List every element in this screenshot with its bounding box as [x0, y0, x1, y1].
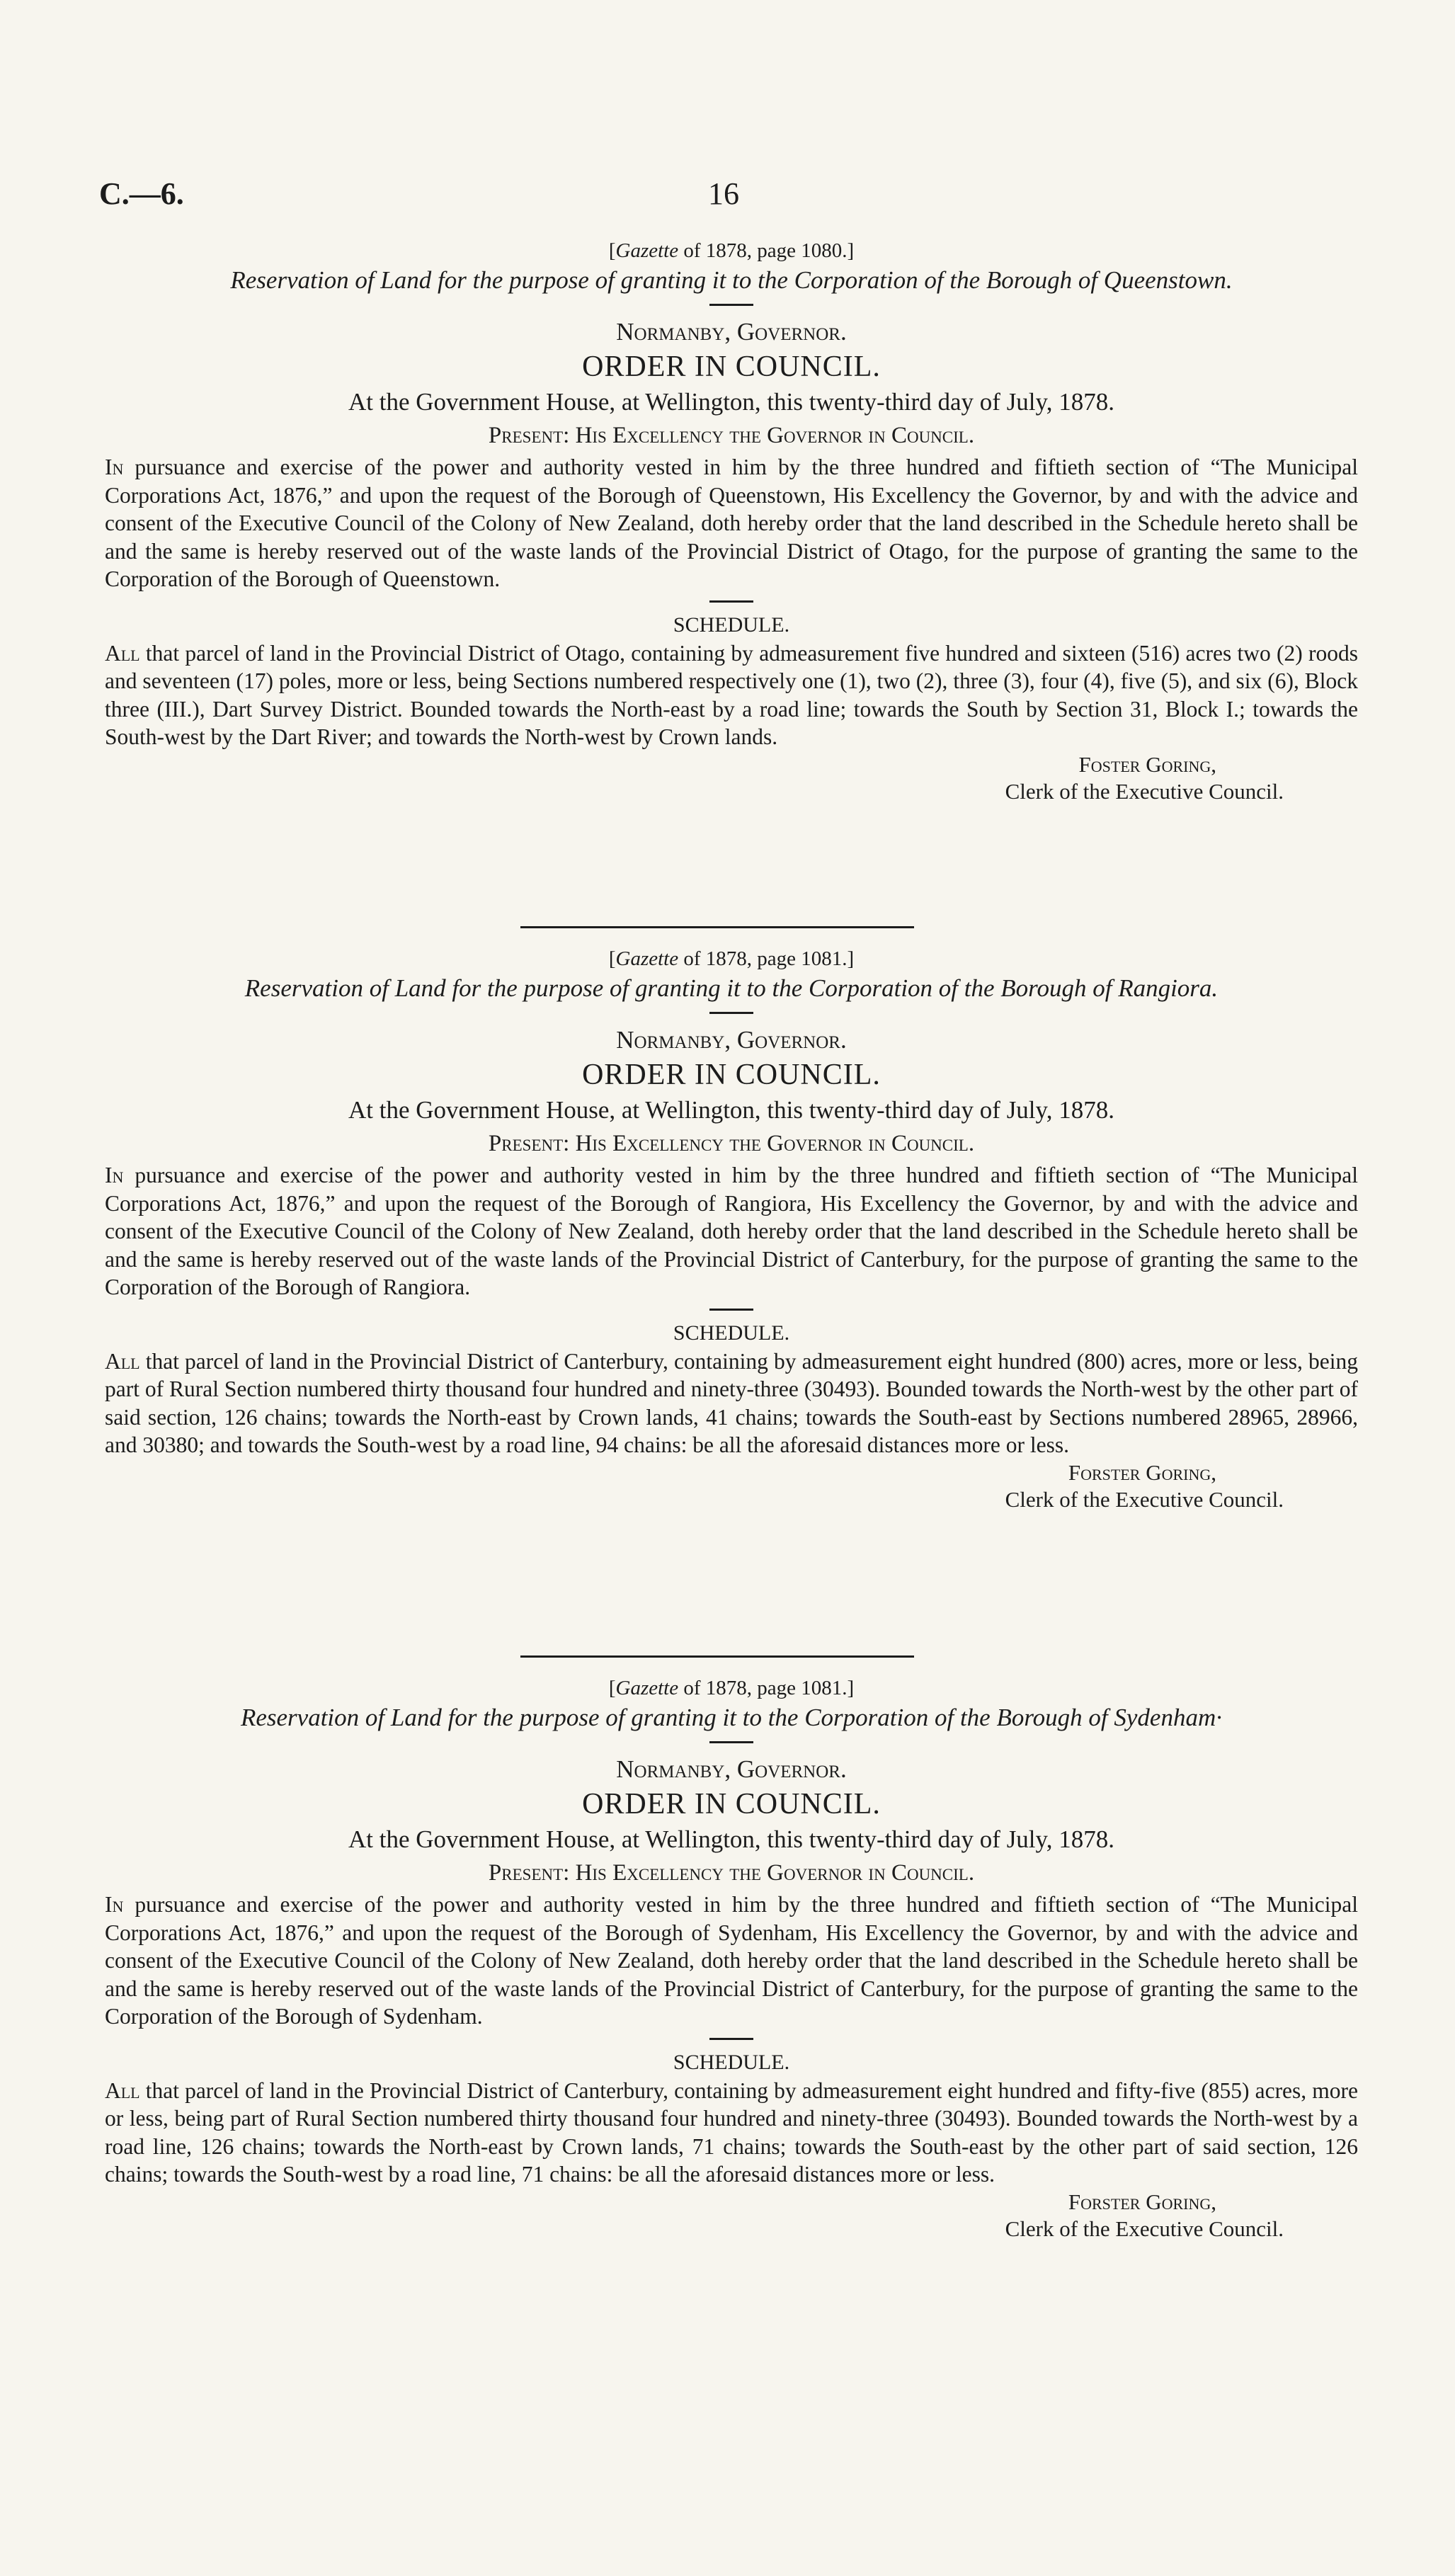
signatory-name: Forster Goring,	[1068, 2189, 1216, 2214]
gazette-reference: [Gazette of 1878, page 1080.]	[608, 239, 855, 262]
gazette-reference: [Gazette of 1878, page 1081.]	[608, 947, 855, 970]
section-divider	[520, 1655, 914, 1658]
governor-line: Normanby, Governor.	[616, 1755, 847, 1783]
order-heading: ORDER IN COUNCIL.	[582, 351, 881, 383]
short-rule	[709, 2038, 753, 2040]
present-line: Present: His Excellency the Governor in Council.	[488, 1131, 975, 1156]
signatory-title: Clerk of the Executive Council.	[1005, 2216, 1284, 2241]
place-date-line: At the Government House, at Wellington, this twenty-third day of July, 1878.	[348, 1825, 1115, 1853]
reservation-title: Reservation of Land for the purpose of granting it to the Corporation of the Borough of Sydenham·	[240, 1704, 1222, 1731]
short-rule	[709, 1309, 753, 1311]
schedule-heading: SCHEDULE.	[673, 1321, 790, 1345]
order-body: In pursuance and exercise of the power and authority vested in him by the three hundred and fiftieth section of “The Municipal Corporations Act, 1876,” and upon the request of the Borough of Rangiora, His Excellency the Governor, by and with the advice and consent of the Executive Council of the Colony of New Zealand, doth hereby order that the land described in the Schedule hereto shall be and the same is hereby reserved out of the waste lands of the Provincial District of Canterbury, for the purpose of granting the same to the Corporation of the Borough of Rangiora.	[105, 1163, 1358, 1299]
schedule-body: All that parcel of land in the Provincial District of Canterbury, containing by admeasurement eight hundred (800) acres, more or less, being part of Rural Section numbered thirty thousand four hundred and ninety-three (30493). Bounded towards the North-west by the other part of said section, 126 chains; towards the North-east by Crown lands, 41 chains; towards the South-east by Sections numbered 28965, 28966, and 30380; and towards the South-west by a road line, 94 chains: be all the aforesaid distances more or less.	[105, 1348, 1358, 1457]
page-header	[99, 176, 1359, 218]
reservation-title: Reservation of Land for the purpose of granting it to the Corporation of the Borough of Rangiora.	[244, 974, 1219, 1002]
signatory-title: Clerk of the Executive Council.	[1005, 1486, 1284, 1512]
schedule-heading: SCHEDULE.	[673, 2050, 790, 2074]
order-heading: ORDER IN COUNCIL.	[582, 1059, 881, 1091]
order-heading: ORDER IN COUNCIL.	[582, 1788, 881, 1820]
order-body: In pursuance and exercise of the power and authority vested in him by the three hundred and fiftieth section of “The Municipal Corporations Act, 1876,” and upon the request of the Borough of Queenstown, His Excellency the Governor, by and with the advice and consent of the Executive Council of the Colony of New Zealand, doth hereby order that the land described in the Schedule hereto shall be and the same is hereby reserved out of the waste lands of the Provincial District of Otago, for the purpose of granting the same to the Corporation of the Borough of Queenstown.	[105, 455, 1358, 591]
reservation-title: Reservation of Land for the purpose of granting it to the Corporation of the Borough of Queenstown.	[230, 266, 1233, 294]
present-line: Present: His Excellency the Governor in Council.	[488, 423, 975, 448]
signatory-name: Foster Goring,	[1078, 751, 1216, 777]
governor-line: Normanby, Governor.	[616, 1026, 847, 1054]
schedule-body: All that parcel of land in the Provincial District of Otago, containing by admeasurement five hundred and sixteen (516) acres two (2) roods and seventeen (17) poles, more or less, being Sections numbered respectively one (1), two (2), three (3), four (4), five (5), and six (6), Block three (III.), Dart Survey District. Bounded towards the North-east by a road line; towards the South by Section 31, Block I.; towards the South-west by the Dart River; and towards the North-west by Crown lands.	[105, 640, 1358, 749]
signatory-title: Clerk of the Executive Council.	[1005, 778, 1284, 804]
governor-line: Normanby, Governor.	[616, 318, 847, 346]
order-body: In pursuance and exercise of the power and authority vested in him by the three hundred and fiftieth section of “The Municipal Corporations Act, 1876,” and upon the request of the Borough of Sydenham, His Excellency the Governor, by and with the advice and consent of the Executive Council of the Colony of New Zealand, doth hereby order that the land described in the Schedule hereto shall be and the same is hereby reserved out of the waste lands of the Provincial District of Canterbury, for the purpose of granting the same to the Corporation of the Borough of Sydenham.	[105, 1892, 1358, 2029]
present-line: Present: His Excellency the Governor in Council.	[488, 1860, 975, 1886]
order-section-sydenham	[105, 1675, 1358, 2242]
page-number: 16	[708, 176, 739, 211]
order-section-queenstown	[105, 237, 1358, 805]
short-rule	[709, 1741, 753, 1743]
short-rule	[709, 1012, 753, 1014]
schedule-heading: SCHEDULE.	[673, 612, 790, 637]
place-date-line: At the Government House, at Wellington, this twenty-third day of July, 1878.	[348, 1096, 1115, 1124]
place-date-line: At the Government House, at Wellington, this twenty-third day of July, 1878.	[348, 388, 1115, 416]
document-id: C.—6.	[99, 176, 184, 211]
order-section-rangiora	[105, 945, 1358, 1513]
section-divider	[520, 926, 914, 928]
short-rule	[709, 600, 753, 603]
signatory-name: Forster Goring,	[1068, 1459, 1216, 1485]
gazette-reference: [Gazette of 1878, page 1081.]	[608, 1677, 855, 1699]
short-rule	[709, 304, 753, 306]
schedule-body: All that parcel of land in the Provincial District of Canterbury, containing by admeasurement eight hundred and fifty-five (855) acres, more or less, being part of Rural Section numbered thirty thousand four hundred and ninety-three (30493). Bounded towards the North-west by a road line, 126 chains; towards the North-east by Crown lands, 71 chains; towards the South-east by the other part of said section, 126 chains; towards the South-west by a road line, 71 chains: be all the aforesaid distances more or less.	[105, 2078, 1358, 2187]
